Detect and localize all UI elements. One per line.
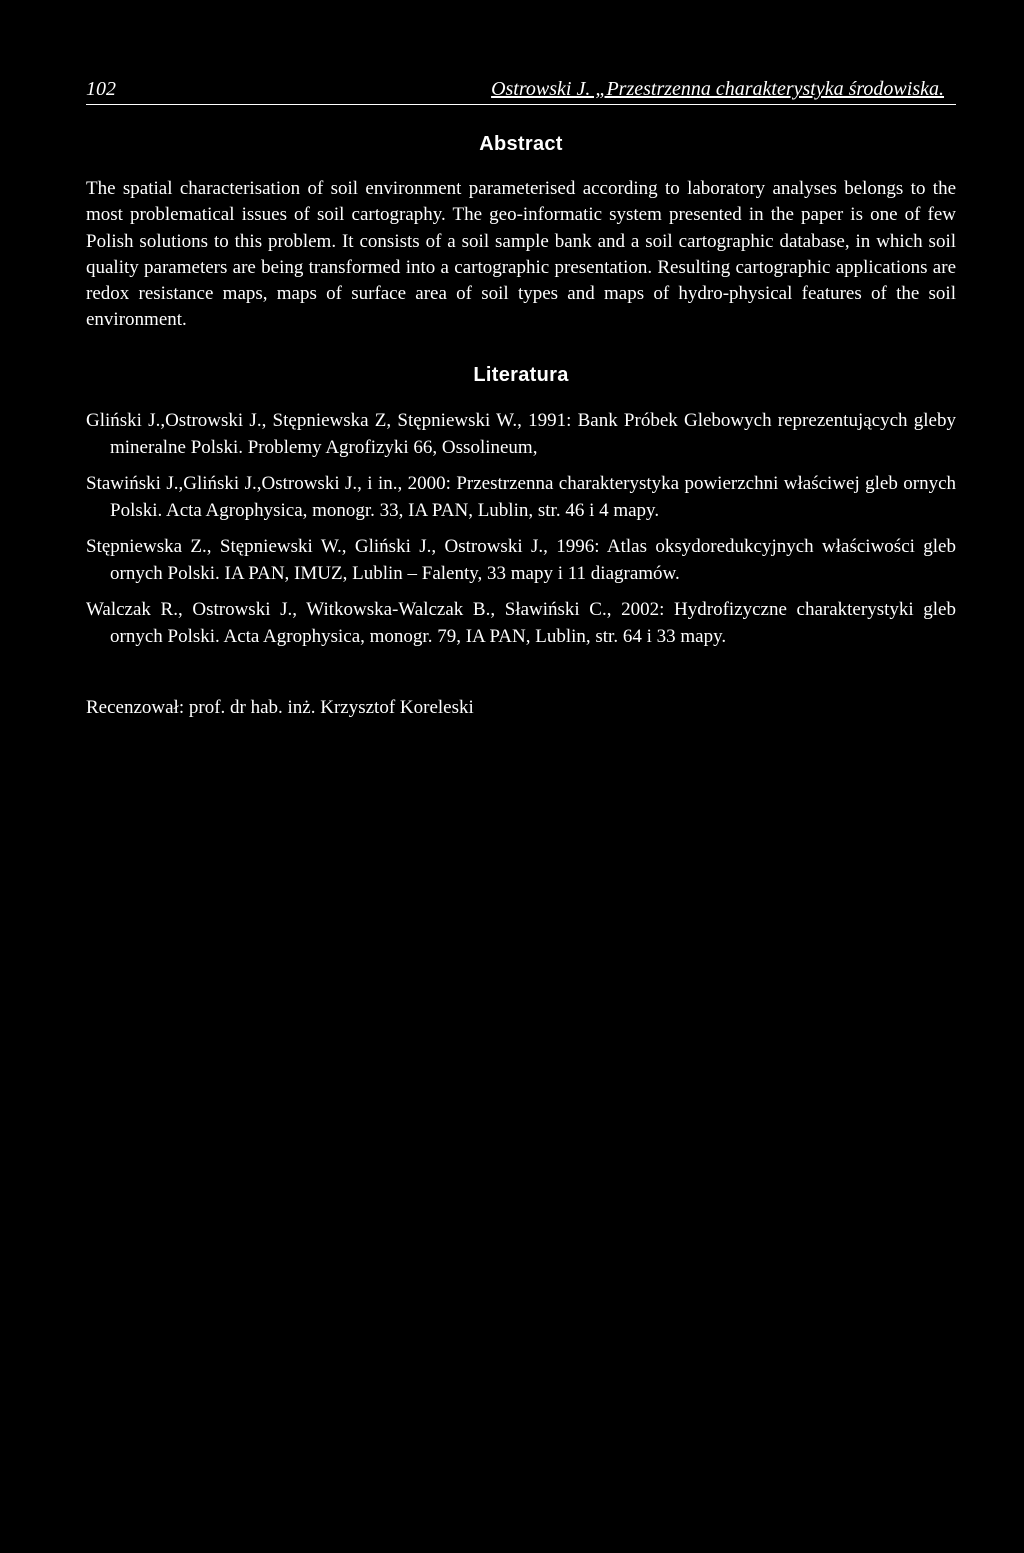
abstract-text: The spatial characterisation of soil environment parameterised according to laboratory analyses belongs to the most problematical issues of soil cartography. The geo-informatic system presented in the paper is one of few Polish solutions to this problem. It consists of a soil sample bank and a soil cartographic database, in which soil quality parameters are being transformed into a cartographic presentation. Resulting cartographic applications are redox resistance maps, maps of surface area of soil types and maps of hydro-physical features of the soil environment. xyxy=(86,178,956,331)
reference-item: Walczak R., Ostrowski J., Witkowska-Walczak B., Sławiński C., 2002: Hydrofizyczne charakterystyki gleb ornych Polski. Acta Agrophysica, monogr. 79, IA PAN, Lublin, str. 64 i 33 mapy. xyxy=(86,598,956,648)
abstract-heading: Abstract xyxy=(479,133,563,155)
reference-item: Stawiński J.,Gliński J.,Ostrowski J., i in., 2000: Przestrzenna charakterystyka powierzchni właściwej gleb ornych Polski. Acta Agrophysica, monogr. 33, IA PAN, Lublin, str. 46 i 4 mapy. xyxy=(86,472,956,522)
reviewer-note: Recenzował: prof. dr hab. inż. Krzysztof Koreleski xyxy=(86,696,474,718)
reference-item: Gliński J.,Ostrowski J., Stępniewska Z, Stępniewski W., 1991: Bank Próbek Glebowych reprezentujących gleby mineralne Polski. Problemy Agrofizyki 66, Ossolineum, xyxy=(86,409,956,459)
literature-heading: Literatura xyxy=(473,363,569,386)
document-page xyxy=(86,78,956,721)
running-header xyxy=(86,78,956,105)
running-title: Ostrowski J. „Przestrzenna charakterystyka środowiska. xyxy=(491,78,944,100)
reference-item: Stępniewska Z., Stępniewski W., Gliński J., Ostrowski J., 1996: Atlas oksydoredukcyjnych właściwości gleb ornych Polski. IA PAN, IMUZ, Lublin – Falenty, 33 mapy i 11 diagramów. xyxy=(86,535,956,585)
reference-list xyxy=(86,407,956,651)
page-number: 102 xyxy=(86,78,116,100)
